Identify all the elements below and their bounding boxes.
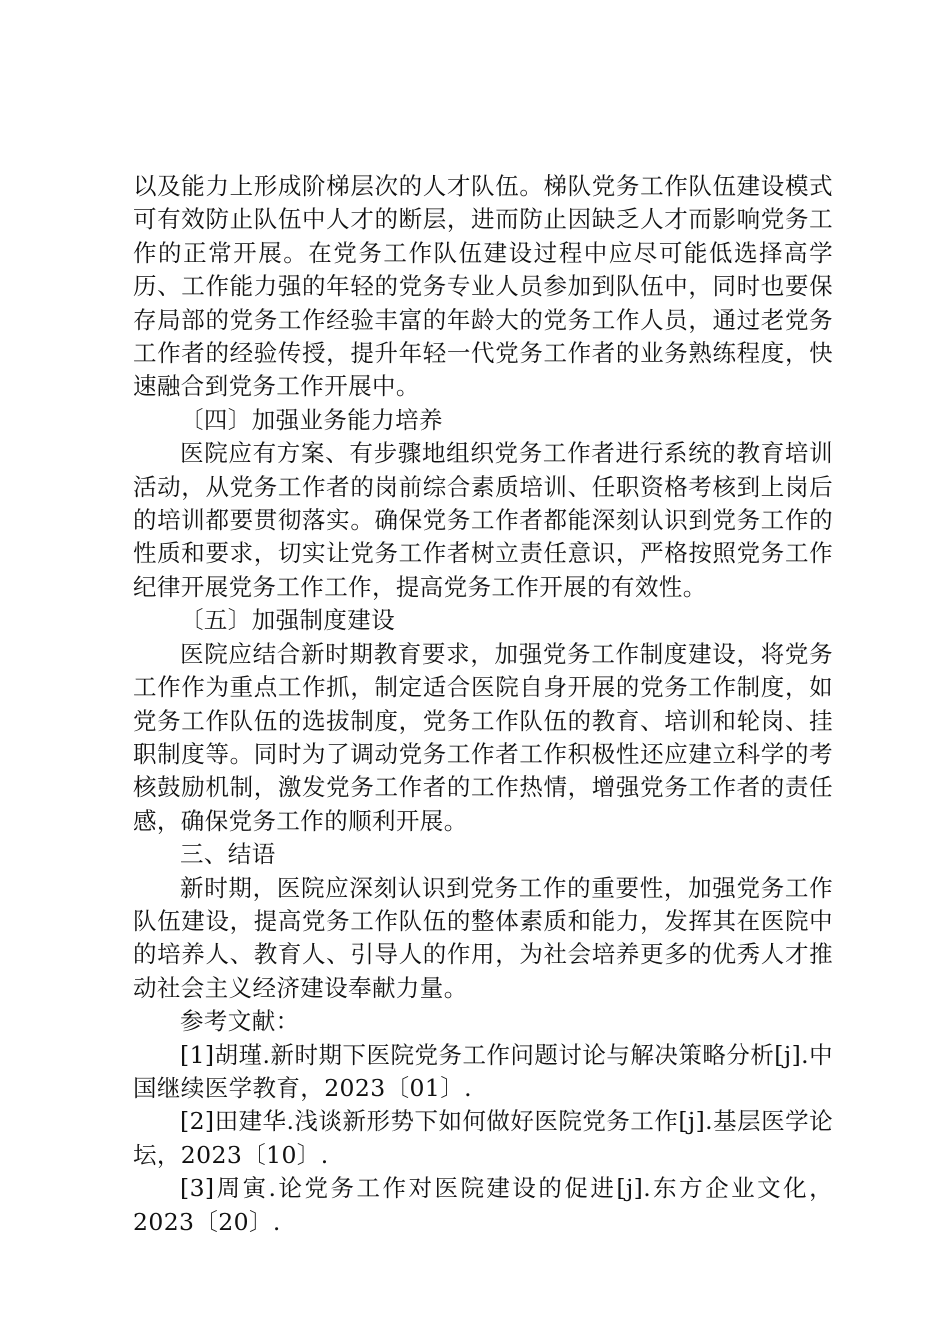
- section-heading-conclusion: 三、结语: [180, 840, 276, 869]
- reference-item: [2]田建华.浅谈新形势下如何做好医院党务工作[j].基层医学论坛，2023〔10〕.: [133, 1107, 833, 1169]
- body-paragraph: 医院应结合新时期教育要求，加强党务工作制度建设，将党务工作作为重点工作抓，制定适合医院自身开展的党务工作制度，如党务工作队伍的选拔制度，党务工作队伍的教育、培训和轮岗、挂职制度等。同时为了调动党务工作者工作积极性还应建立科学的考核鼓励机制，激发党务工作者的工作热情，增强党务工作者的责任感，确保党务工作的顺利开展。: [133, 639, 833, 835]
- section-heading-five: 〔五〕加强制度建设: [180, 606, 396, 635]
- reference-item: [3]周寅.论党务工作对医院建设的促进[j].东方企业文化，2023〔20〕.: [133, 1174, 833, 1236]
- body-paragraph: 以及能力上形成阶梯层次的人才队伍。梯队党务工作队伍建设模式可有效防止队伍中人才的断层，进而防止因缺乏人才而影响党务工作的正常开展。在党务工作队伍建设过程中应尽可能低选择高学历、工作能力强的年轻的党务专业人员参加到队伍中，同时也要保存局部的党务工作经验丰富的年龄大的党务工作人员，通过老党务工作者的经验传授，提升年轻一代党务工作者的业务熟练程度，快速融合到党务工作开展中。: [133, 172, 833, 401]
- references-heading: 参考文献：: [180, 1007, 300, 1036]
- document-page: [133, 170, 833, 1239]
- body-paragraph: 新时期，医院应深刻认识到党务工作的重要性，加强党务工作队伍建设，提高党务工作队伍的整体素质和能力，发挥其在医院中的培养人、教育人、引导人的作用，为社会培养更多的优秀人才推动社会主义经济建设奉献力量。: [133, 873, 833, 1002]
- section-heading-four: 〔四〕加强业务能力培养: [180, 405, 443, 434]
- reference-item: [1]胡瑾.新时期下医院党务工作问题讨论与解决策略分析[j].中国继续医学教育，2023〔01〕.: [133, 1040, 833, 1102]
- body-paragraph: 医院应有方案、有步骤地组织党务工作者进行系统的教育培训活动，从党务工作者的岗前综合素质培训、任职资格考核到上岗后的培训都要贯彻落实。确保党务工作者都能深刻认识到党务工作的性质和要求，切实让党务工作者树立责任意识，严格按照党务工作纪律开展党务工作工作，提高党务工作开展的有效性。: [133, 439, 833, 601]
